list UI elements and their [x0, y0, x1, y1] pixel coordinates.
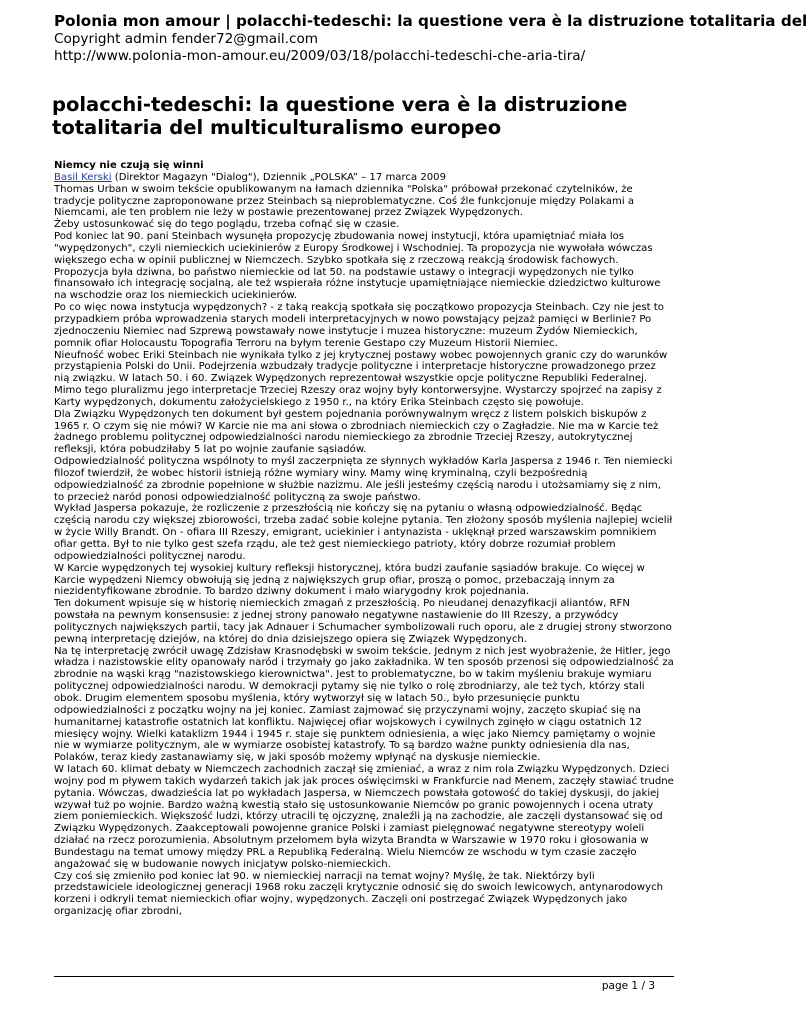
paragraph: Nieufność wobec Eriki Steinbach nie wynikała tylko z jej krytycznej postawy wobec powojennych granic czy do warunków przystąpienia Polski do Unii. Podejrzenia wzbudzały tradycje polityczne i interpretacje historyczne prowadzonego przez nią związku. W latach 50. i 60. Związek Wypędzonych reprezentował wszystkie opcje polityczne Republiki Federalnej. Mimo tego pluralizmu jego interpretacje Trzeciej Rzeszy oraz wojny były kontorwersyjne. Wystarczy spojrzeć na zapisy z Karty wypędzonych, dokumentu założycielskiego z 1950 r., na który Erika Steinbach często się powołuje.: [54, 349, 668, 408]
paragraph: Na tę interpretację zwrócił uwagę Zdzisław Krasnodębski w swoim tekście. Jednym z nich jest wyobrażenie, że Hitler, jego władza i nazistowskie elity opanowały naród i trzymały go jako zakładnika. W ten sposób przenosi się odpowiedzialność za zbrodnie na wąski krąg "nazistowskiego kierownictwa". Jest to problematyczne, bo w takim myśleniu brakuje wymiaru politycznej odpowiedzialności narodu. W demokracji pytamy się nie tylko o rolę zbrodniarzy, ale też tych, którzy stali obok. Drugim elementem sposobu myślenia, który wytworzył się w latach 50., było przesunięcie punktu odpowiedzialności z początku wojny na jej koniec. Zamiast zajmować się przyczynami wojny, zaczęto skupiać się na humanitarnej katastrofie ostatnich lat konfliktu. Najwięcej ofiar wojskowych i cywilnych zginęło w ciągu ostatnich 12 miesięcy wojny. Wielki kataklizm 1944 i 1945 r. staje się punktem odniesienia, a więc jako Niemcy pamiętamy o wojnie nie w wymiarze politycznym, ale w wymiarze osobistej katastrofy. To są bardzo ważne punkty odniesienia dla nas, Polaków, teraz kiedy zastanawiamy się, w jaki sposób możemy wpłynąć na dyskusje niemieckie.: [54, 645, 674, 764]
author-details: (Direktor Magazyn "Dialog"), Dziennik „POLSKA” – 17 marca 2009: [111, 171, 447, 183]
paragraph: Ten dokument wpisuje się w historię niemieckich zmagań z przeszłością. Po nieudanej denazyfikacji aliantów, RFN powstała na pewnym konsensusie: z jednej strony panowało negatywne nastawienie do III Rzeszy, a przywódcy politycznych największych partii, tacy jak Adnauer i Schumacher symbolizowali ruch oporu, ale z drugiej strony stworzono pewną interpretację dziejów, na której do dnia dzisiejszego opiera się Związek Wypędzonych.: [54, 598, 672, 645]
source-url[interactable]: http://www.polonia-mon-amour.eu/2009/03/18/polacchi-tedeschi-che-aria-tira/: [54, 48, 586, 64]
paragraph: Odpowiedzialność polityczna wspólnoty to myśl zaczerpnięta ze słynnych wykładów Karla Jaspersa z 1946 r. Ten niemiecki filozof twierdził, że wobec historii istnieją różne wymiary winy. Mamy winę kryminalną, czyli bezpośrednią odpowiedzialność za zbrodnie popełnione w służbie nazizmu. Ale jeśli jesteśmy częścią narodu i utożsamiamy się z nim, to przecież naród ponosi odpowiedzialność polityczną za swoje państwo.: [54, 456, 673, 503]
article-body: [54, 160, 674, 918]
paragraph: W Karcie wypędzonych tej wysokiej kultury refleksji historycznej, która budzi zaufanie sąsiadów brakuje. Co więcej w Karcie wypędzeni Niemcy obwołują się jedną z największych grup ofiar, proszą o pomoc, przebaczają innym za niezidentyfikowane zbrodnie. To bardzo dziwny dokument i mało wiarygodny krok pojednania.: [54, 562, 645, 598]
paragraph: W latach 60. klimat debaty w Niemczech zachodnich zaczął się zmieniać, a wraz z nim rola Związku Wypędzonych. Dzieci wojny pod m pływem takich wydarzeń takich jak jak proces oświęcimski w Frankfurcie nad Menem, zaczęły stawiać trudne pytania. Wówczas, dwadzieścia lat po wykładach Jaspersa, w Niemczech powstała gotowość do takiej dyskusji, do jakiej wzywał tuż po wojnie. Bardzo ważną kwestią stało się ustosunkowanie Niemców po granic powojennych i ocena utraty ziem poniemieckich. Większość ludzi, którzy utracili tę ojczyznę, znaleźli ją na zachodzie, ale zaczęli dystansować się od Związku Wypędzonych. Zaakceptowali powojenne granice Polski i zamiast pielęgnować negatywne stereotypy woleli działać na rzecz porozumienia. Absolutnym przełomem była wizyta Brandta w Warszawie w 1970 roku i głosowania w Bundestagu na temat umowy między PRL a Republiką Federalną. Wielu Niemców ze wschodu w tym czasie zaczęło angażować się w budowanie nowych inicjatyw polsko-niemieckich.: [54, 764, 674, 870]
page-number: page 1 / 3: [601, 980, 655, 992]
paragraph: Czy coś się zmieniło pod koniec lat 90. w niemieckiej narracji na temat wojny? Myślę, że tak. Niektórzy byli przedstawiciele ideologicznej generacji 1968 roku zaczęli krytycznie odnosić się do swoich lewicowych, antynarodowych korzeni i odkryli temat niemieckich ofiar wojny, wypędzonych. Zaczęli oni postrzegać Związek Wypędzonych jako organizację ofiar zbrodni,: [54, 870, 664, 918]
page-header: [54, 12, 807, 65]
site-title: Polonia mon amour | polacchi-tedeschi: la questione vera è la distruzione totalitaria del: [54, 12, 807, 30]
footer-divider: [54, 976, 674, 977]
paragraph: Wykład Jaspersa pokazuje, że rozliczenie z przeszłością nie kończy się na pytaniu o własną odpowiedzialność. Będąc częścią narodu czy większej zbiorowości, trzeba zadać sobie kolejne pytania. Ten złożony sposób myślenia najlepiej wcielił w życie Willy Brandt. On - ofiara III Rzeszy, emigrant, uciekinier i antynazista - uklęknął przed warszawskim pomnikiem ofiar getta. Był to nie tylko gest szefa rządu, ale też gest niemieckiego patrioty, który dobrze rozumiał problem odpowiedzialności politycznej narodu.: [54, 503, 673, 562]
paragraph: Dla Związku Wypędzonych ten dokument był gestem pojednania porównywalnym wręcz z listem polskich biskupów z 1965 r. O czym się nie mówi? W Karcie nie ma ani słowa o zbrodniach niemieckich czy o Zagładzie. Nie ma w Karcie też żadnego problemu politycznej odpowiedzialności narodu niemieckiego za zbrodnie Trzeciej Rzeszy, autokrytycznej refleksji, która pobudziłaby 5 lat po wojnie zaufanie sąsiadów.: [54, 408, 659, 456]
paragraph: Po co więc nowa instytucja wypędzonych? - z taką reakcją spotkała się początkowo propozycja Steinbach. Czy nie jest to przypadkiem próba wprowadzenia starych modeli interpretacyjnych w nowo powstający pejzaż pamięci w Berlinie? Po zjednoczeniu Niemiec nad Szprewą powstawały nowe instytucje i muzea historyczne: muzeum Żydów Niemieckich, pomnik ofiar Holocaustu Topografia Terroru na byłym terenie Gestapo czy Muzeum Historii Niemiec.: [54, 302, 664, 349]
article-subheading: Niemcy nie czują się winni: [54, 160, 204, 171]
paragraph: Pod koniec lat 90. pani Steinbach wysunęła propozycję zbudowania nowej instytucji, która upamiętniać miała los "wypędzonych", czyli niemieckich uciekinierów z Europy Środkowej i Wschodniej. Ta propozycja nie wywołała wówczas większego echa w opinii publicznej w Niemczech. Szybko spotkała się z rzeczową reakcją środowisk fachowych. Propozycja była dziwna, bo państwo niemieckie od lat 50. na podstawie ustawy o integracji wypędzonych nie tylko finansowało ich integrację socjalną, ale też wspierała różne instytucje upamiętniające niemieckie dziedzictwo kulturowe na wschodzie oraz los niemieckich uciekinierów.: [54, 231, 661, 302]
author-link[interactable]: Basil Kerski: [54, 171, 112, 183]
paragraph: Thomas Urban w swoim tekście opublikowanym na łamach dziennika "Polska" próbował przekonać czytelników, że tradycje polityczne zaproponowane przez Steinbach są nieproblematyczne. Coś źle funkcjonuje między Polakami a Niemcami, ale ten problem nie leży w postawie prezentowanej przez Związek Wypędzonych.: [54, 183, 635, 219]
paragraph: Żeby ustosunkować się do tego poglądu, trzeba cofnąć się w czasie.: [54, 219, 400, 231]
article-title: polacchi-tedeschi: la questione vera è la distruzione totalitaria del multiculturalismo europeo: [52, 93, 628, 139]
author-line: [54, 172, 674, 184]
copyright-line: Copyright admin fender72@gmail.com: [54, 31, 319, 47]
